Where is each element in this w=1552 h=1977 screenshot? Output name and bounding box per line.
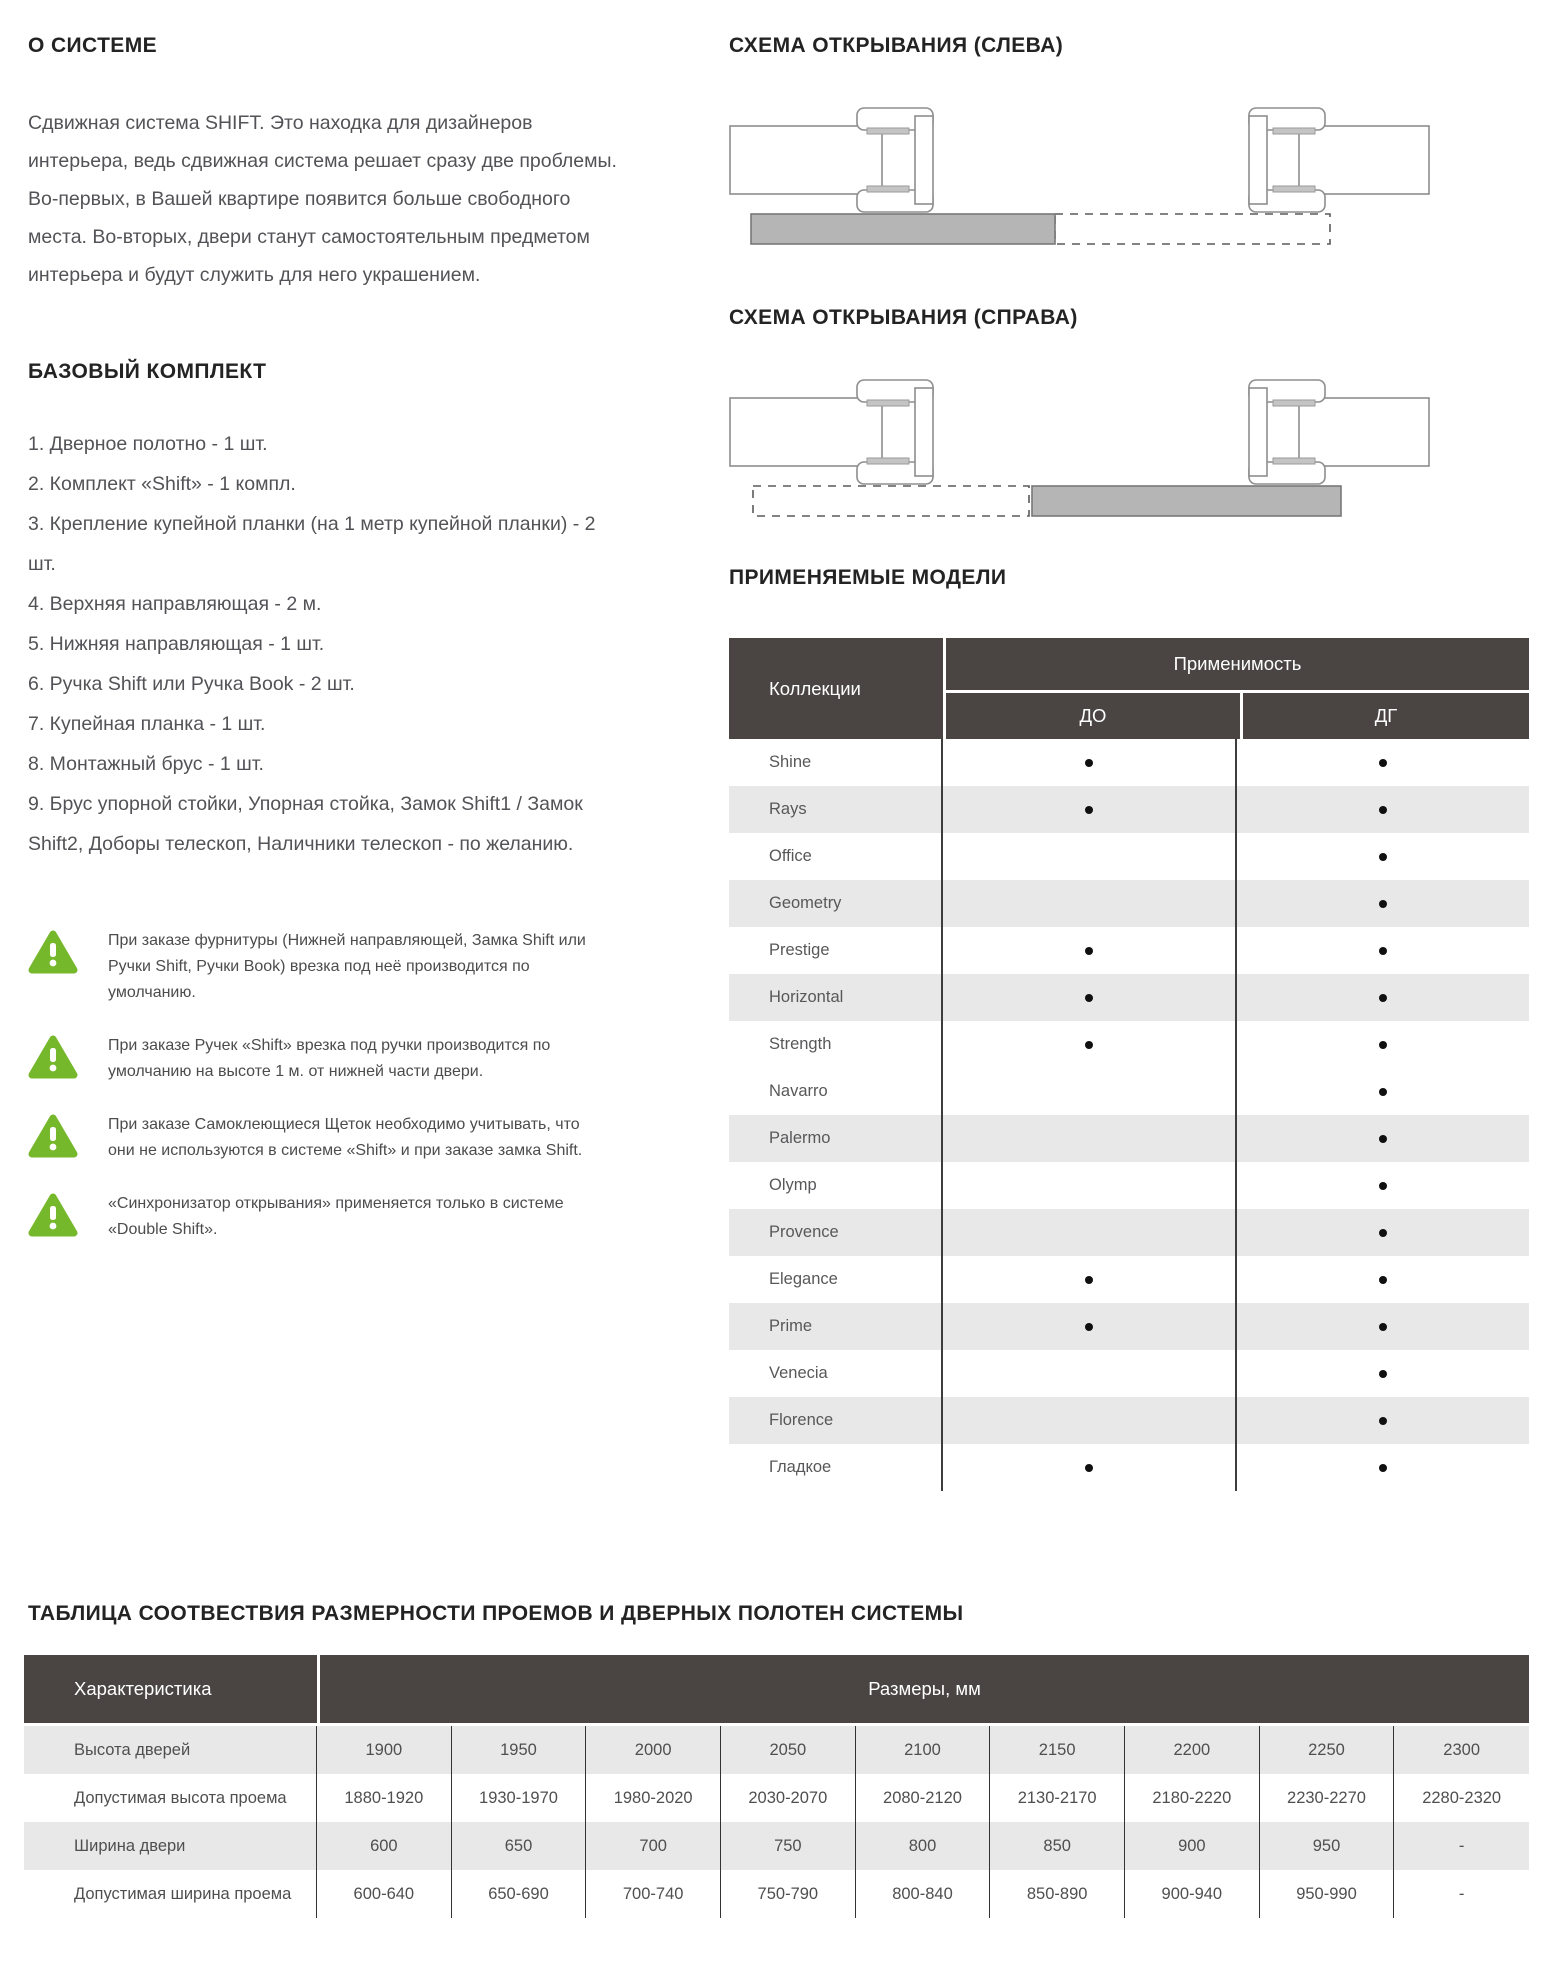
wall-left (730, 380, 933, 484)
kit-list (28, 424, 628, 864)
jamb-seal-top (1273, 400, 1315, 406)
dg-cell (1237, 1350, 1529, 1397)
models-title: ПРИМЕНЯЕМЫЕ МОДЕЛИ (729, 566, 1007, 589)
size-value-cell: 650-690 (452, 1870, 587, 1918)
models-table-row (729, 1256, 1529, 1303)
scheme-left-title: СХЕМА ОТКРЫВАНИЯ (СЛЕВА) (729, 34, 1064, 57)
scheme-right-title: СХЕМА ОТКРЫВАНИЯ (СПРАВА) (729, 306, 1078, 329)
door-closed-outline (1055, 214, 1330, 244)
models-table-row (729, 1303, 1529, 1350)
do-header-cell: ДО (946, 693, 1240, 739)
models-table-row (729, 739, 1529, 786)
size-value-cell: 1900 (317, 1726, 452, 1774)
size-value-cell: - (1458, 1836, 1465, 1855)
applicability-dot (1379, 1464, 1387, 1472)
collection-name: Horizontal (729, 974, 943, 1021)
size-value-cell: 2080-2120 (856, 1774, 991, 1822)
dg-cell (1237, 927, 1529, 974)
warning-item (28, 1033, 628, 1085)
warning-triangle-icon (28, 1034, 78, 1080)
warning-triangle-icon (28, 929, 78, 975)
size-value-cell: 2030-2070 (721, 1774, 856, 1822)
dg-cell (1237, 1209, 1529, 1256)
applicability-dot (1379, 947, 1387, 955)
size-row-label: Допустимая ширина проема (24, 1870, 317, 1918)
collection-name: Prestige (729, 927, 943, 974)
do-cell (943, 786, 1237, 833)
about-title: О СИСТЕМЕ (28, 34, 158, 57)
wall-right (1249, 108, 1429, 212)
do-cell (943, 1397, 1237, 1444)
size-value-cell: - (1458, 1884, 1465, 1903)
wall-right (1249, 380, 1429, 484)
applicability-dot (1379, 900, 1387, 908)
size-value-cell: 2050 (721, 1726, 856, 1774)
jamb-seal-bottom (1273, 186, 1315, 192)
do-cell (943, 1021, 1237, 1068)
size-value-cell: 850-890 (990, 1870, 1125, 1918)
size-value-cell: 2100 (856, 1726, 991, 1774)
kit-list-item: 4. Верхняя направляющая - 2 м. (28, 593, 322, 615)
warning-item (28, 1112, 628, 1164)
size-value-cell: 2180-2220 (1125, 1774, 1260, 1822)
applicability-header-cell: Применимость (946, 638, 1529, 690)
sizes-table-row (24, 1774, 1529, 1822)
do-cell (943, 1209, 1237, 1256)
warning-text: При заказе Ручек «Shift» врезка под ручки производится по умолчанию на высоте 1 м. от нижней части двери. (108, 1037, 551, 1080)
sizes-rows (24, 1726, 1529, 1918)
warning-item (28, 928, 628, 1006)
applicability-dot (1379, 1088, 1387, 1096)
models-table-row (729, 1444, 1529, 1491)
size-value-cell: 700 (586, 1822, 721, 1870)
size-value-cell: 2130-2170 (990, 1774, 1125, 1822)
do-cell (943, 833, 1237, 880)
kit-title: БАЗОВЫЙ КОМПЛЕКТ (28, 360, 267, 383)
do-cell (943, 1162, 1237, 1209)
kit-list-item: 1. Дверное полотно - 1 шт. (28, 433, 268, 455)
collection-name: Venecia (729, 1350, 943, 1397)
collection-name: Florence (729, 1397, 943, 1444)
warning-text: «Синхронизатор открывания» применяется только в системе «Double Shift». (108, 1195, 564, 1238)
applicability-dot (1085, 806, 1093, 814)
do-cell (943, 739, 1237, 786)
size-value-cell: 1930-1970 (452, 1774, 587, 1822)
left-column (28, 34, 628, 1270)
right-column (729, 34, 1529, 1491)
dg-cell (1237, 786, 1529, 833)
kit-list-item: 2. Комплект «Shift» - 1 компл. (28, 473, 296, 495)
collection-name: Geometry (729, 880, 943, 927)
models-table-header (729, 638, 1529, 739)
sizes-title: ТАБЛИЦА СООТВЕСТВИЯ РАЗМЕРНОСТИ ПРОЕМОВ И ДВЕРНЫХ ПОЛОТЕН СИСТЕМЫ (28, 1602, 964, 1625)
door-panel-open (1032, 486, 1341, 516)
sizes-table-row (24, 1726, 1529, 1774)
opening-scheme-left-diagram (729, 104, 1529, 254)
size-value-cell: 2250 (1260, 1726, 1395, 1774)
do-cell (943, 1303, 1237, 1350)
applicability-dot (1379, 1417, 1387, 1425)
models-table-row (729, 1068, 1529, 1115)
do-cell (943, 1068, 1237, 1115)
size-value-cell: 900 (1125, 1822, 1260, 1870)
warnings (28, 928, 628, 1243)
dg-cell (1237, 1444, 1529, 1491)
size-value-cell: 1950 (452, 1726, 587, 1774)
size-value-cell: 950 (1260, 1822, 1395, 1870)
jamb-seal-top (1273, 128, 1315, 134)
collection-name: Prime (729, 1303, 943, 1350)
size-value-cell: 2200 (1125, 1726, 1260, 1774)
applicability-dot (1379, 994, 1387, 1002)
dg-cell (1237, 880, 1529, 927)
dg-cell (1237, 739, 1529, 786)
dg-cell (1237, 974, 1529, 1021)
dg-cell (1237, 1068, 1529, 1115)
kit-list-item: 8. Монтажный брус - 1 шт. (28, 753, 264, 775)
applicability-dot (1085, 759, 1093, 767)
size-value-cell: 1980-2020 (586, 1774, 721, 1822)
size-value-cell: 2280-2320 (1422, 1788, 1502, 1807)
applicability-dot (1085, 1323, 1093, 1331)
models-table-row (729, 1209, 1529, 1256)
applicability-dot (1379, 1276, 1387, 1284)
models-table (729, 638, 1529, 1491)
collection-name: Olymp (729, 1162, 943, 1209)
applicability-dot (1085, 994, 1093, 1002)
do-cell (943, 927, 1237, 974)
do-cell (943, 1350, 1237, 1397)
warning-text: При заказе фурнитуры (Нижней направляющей, Замка Shift или Ручки Shift, Ручки Book) врезка под неё производится по умолчанию. (108, 932, 586, 1001)
jamb-seal-bottom (1273, 458, 1315, 464)
models-rows (729, 739, 1529, 1491)
warning-triangle-icon (28, 1192, 78, 1238)
kit-list-item: 5. Нижняя направляющая - 1 шт. (28, 633, 325, 655)
collection-name: Гладкое (729, 1444, 943, 1491)
do-cell (943, 880, 1237, 927)
jamb-seal-top (867, 128, 909, 134)
models-table-row (729, 927, 1529, 974)
do-cell (943, 1115, 1237, 1162)
size-value-cell: 2300 (1443, 1740, 1481, 1759)
applicability-dot (1085, 947, 1093, 955)
size-value-cell: 600-640 (317, 1870, 452, 1918)
models-table-row (729, 1350, 1529, 1397)
size-value-cell: 600 (317, 1822, 452, 1870)
collections-header-cell: Коллекции (729, 638, 943, 739)
collection-name: Office (729, 833, 943, 880)
dg-cell (1237, 833, 1529, 880)
size-value-cell: 900-940 (1125, 1870, 1260, 1918)
jamb-seal-top (867, 400, 909, 406)
size-value-cell: 950-990 (1260, 1870, 1395, 1918)
dg-cell (1237, 1397, 1529, 1444)
size-value-cell: 700-740 (586, 1870, 721, 1918)
size-value-cell: 800-840 (856, 1870, 991, 1918)
collection-name: Rays (729, 786, 943, 833)
do-dg-header-row (946, 693, 1529, 739)
applicability-header-group (946, 638, 1529, 739)
characteristic-header-cell: Характеристика (24, 1655, 317, 1723)
applicability-dot (1379, 853, 1387, 861)
size-row-label: Ширина двери (24, 1822, 317, 1870)
applicability-dot (1379, 1135, 1387, 1143)
size-row-label: Высота дверей (24, 1726, 317, 1774)
models-table-row (729, 880, 1529, 927)
applicability-dot (1085, 1276, 1093, 1284)
warning-triangle-icon (28, 1113, 78, 1159)
dg-cell (1237, 1021, 1529, 1068)
collection-name: Shine (729, 739, 943, 786)
applicability-dot (1379, 1323, 1387, 1331)
models-table-row (729, 1162, 1529, 1209)
models-table-row (729, 974, 1529, 1021)
opening-scheme-right-diagram (729, 376, 1529, 526)
kit-list-item: 7. Купейная планка - 1 шт. (28, 713, 266, 735)
kit-list-item: 6. Ручка Shift или Ручка Book - 2 шт. (28, 673, 355, 695)
applicability-dot (1379, 1370, 1387, 1378)
models-table-row (729, 1021, 1529, 1068)
wall-left (730, 108, 933, 212)
size-value-cell: 750 (721, 1822, 856, 1870)
about-text: Сдвижная система SHIFT. Это находка для дизайнеров интерьера, ведь сдвижная система решает сразу две проблемы. Во-первых, в Вашей квартире появится больше свободного места. Во-вторых, двери станут самостоятельным предметом интерьера и будут служить для него украшением. (28, 112, 617, 286)
size-value-cell: 2230-2270 (1260, 1774, 1395, 1822)
size-value-cell: 2000 (586, 1726, 721, 1774)
models-table-row (729, 833, 1529, 880)
kit-list-item: 9. Брус упорной стойки, Упорная стойка, Замок Shift1 / Замок Shift2, Доборы телескоп, Наличники телескоп - по желанию. (28, 793, 583, 855)
dg-cell (1237, 1115, 1529, 1162)
size-value-cell: 650 (452, 1822, 587, 1870)
size-value-cell: 750-790 (721, 1870, 856, 1918)
do-cell (943, 974, 1237, 1021)
warning-item (28, 1191, 628, 1243)
models-table-row (729, 786, 1529, 833)
applicability-dot (1379, 1182, 1387, 1190)
applicability-dot (1379, 1041, 1387, 1049)
applicability-dot (1085, 1041, 1093, 1049)
applicability-dot (1379, 1229, 1387, 1237)
size-row-label: Допустимая высота проема (24, 1774, 317, 1822)
collection-name: Navarro (729, 1068, 943, 1115)
size-value-cell: 850 (990, 1822, 1125, 1870)
sizes-table-row (24, 1870, 1529, 1918)
collection-name: Palermo (729, 1115, 943, 1162)
size-value-cell: 800 (856, 1822, 991, 1870)
models-table-row (729, 1115, 1529, 1162)
applicability-dot (1085, 1464, 1093, 1472)
kit-list-item: 3. Крепление купейной планки (на 1 метр купейной планки) - 2 шт. (28, 513, 596, 575)
door-panel-open (751, 214, 1055, 244)
size-value-cell: 1880-1920 (317, 1774, 452, 1822)
collection-name: Strength (729, 1021, 943, 1068)
sizes-mm-header-cell: Размеры, мм (320, 1655, 1529, 1723)
door-closed-outline (753, 486, 1029, 516)
dg-cell (1237, 1256, 1529, 1303)
collection-name: Elegance (729, 1256, 943, 1303)
applicability-dot (1379, 759, 1387, 767)
size-value-cell: 2150 (990, 1726, 1125, 1774)
do-cell (943, 1256, 1237, 1303)
do-cell (943, 1444, 1237, 1491)
sizes-table (24, 1655, 1529, 1918)
models-table-row (729, 1397, 1529, 1444)
dg-header-cell: ДГ (1243, 693, 1529, 739)
dg-cell (1237, 1162, 1529, 1209)
collection-name: Provence (729, 1209, 943, 1256)
jamb-seal-bottom (867, 186, 909, 192)
dg-cell (1237, 1303, 1529, 1350)
warning-text: При заказе Самоклеющиеся Щеток необходимо учитывать, что они не используются в системе «Shift» и при заказе замка Shift. (108, 1116, 583, 1159)
sizes-table-header (24, 1655, 1529, 1723)
applicability-dot (1379, 806, 1387, 814)
sizes-table-row (24, 1822, 1529, 1870)
jamb-seal-bottom (867, 458, 909, 464)
